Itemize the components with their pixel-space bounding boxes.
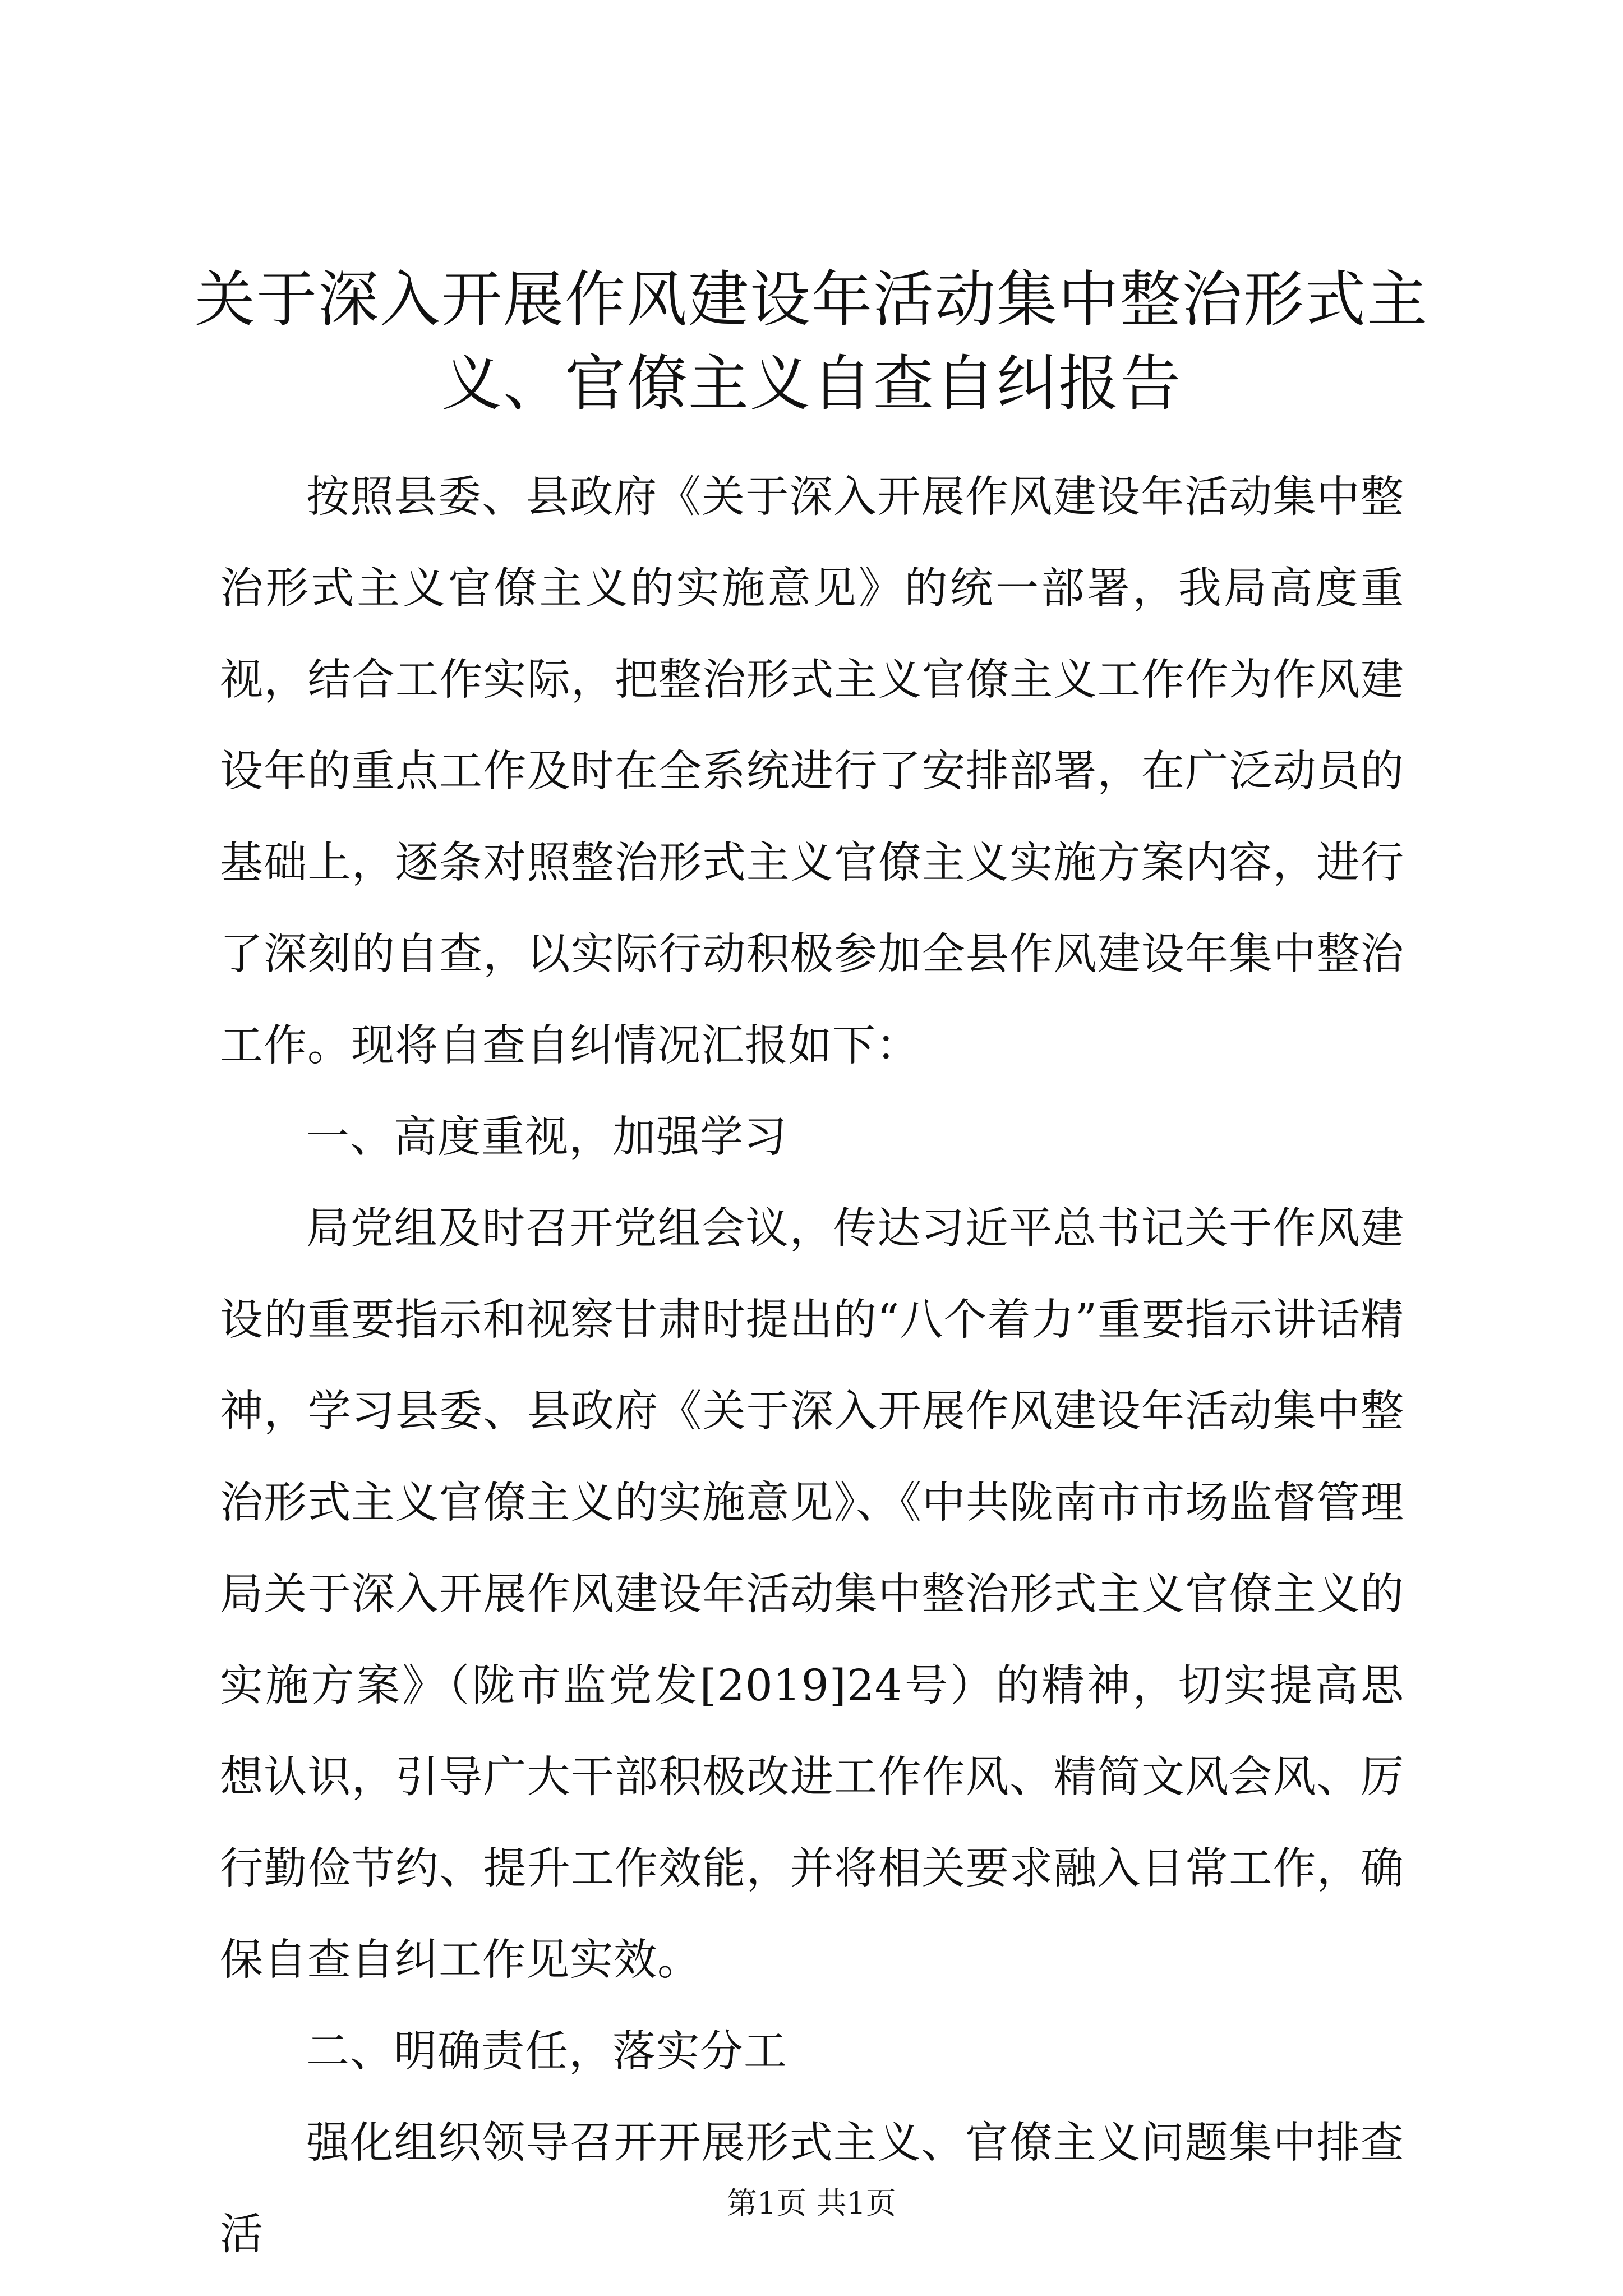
section-heading-1: 一、高度重视，加强学习 xyxy=(306,1112,787,1162)
section-paragraph-1: 局党组及时召开党组会议，传达习近平总书记关于作风建设的重要指示和视察甘肃时提出的“八个着力”重要指示讲话精神，学习县委、县政府《关于深入开展作风建设年活动集中整治形式主义官僚主义的实施意见》、《中共陇南市市场监督管理局关于深入开展作风建设年活动集中整治形式主义官僚主义的实施方案》（陇市监党发[2019]24号）的精神，切实提高思想认识，引导广大干部积极改进工作作风、精简文风会风、厉行勤俭节约、提升工作效能，并将相关要求融入日常工作，确保自查自纠工作见实效。 xyxy=(220,1204,1404,1985)
page-number-footer: 第1页 共1页 xyxy=(727,2185,896,2221)
document-body xyxy=(220,452,1404,2280)
document-title: 关于深入开展作风建设年活动集中整治形式主义、官僚主义自查自纠报告 xyxy=(194,265,1428,419)
section-paragraph-2: 强化组织领导召开开展形式主义、官僚主义问题集中排查活 xyxy=(220,2118,1404,2260)
intro-paragraph: 按照县委、县政府《关于深入开展作风建设年活动集中整治形式主义官僚主义的实施意见》的统一部署，我局高度重视，结合工作实际，把整治形式主义官僚主义工作作为作风建设年的重点工作及时在全系统进行了安排部署，在广泛动员的基础上，逐条对照整治形式主义官僚主义实施方案内容，进行了深刻的自查，以实际行动积极参加全县作风建设年集中整治工作。现将自查自纠情况汇报如下： xyxy=(220,472,1404,1071)
section-heading-2: 二、明确责任，落实分工 xyxy=(306,2027,787,2077)
